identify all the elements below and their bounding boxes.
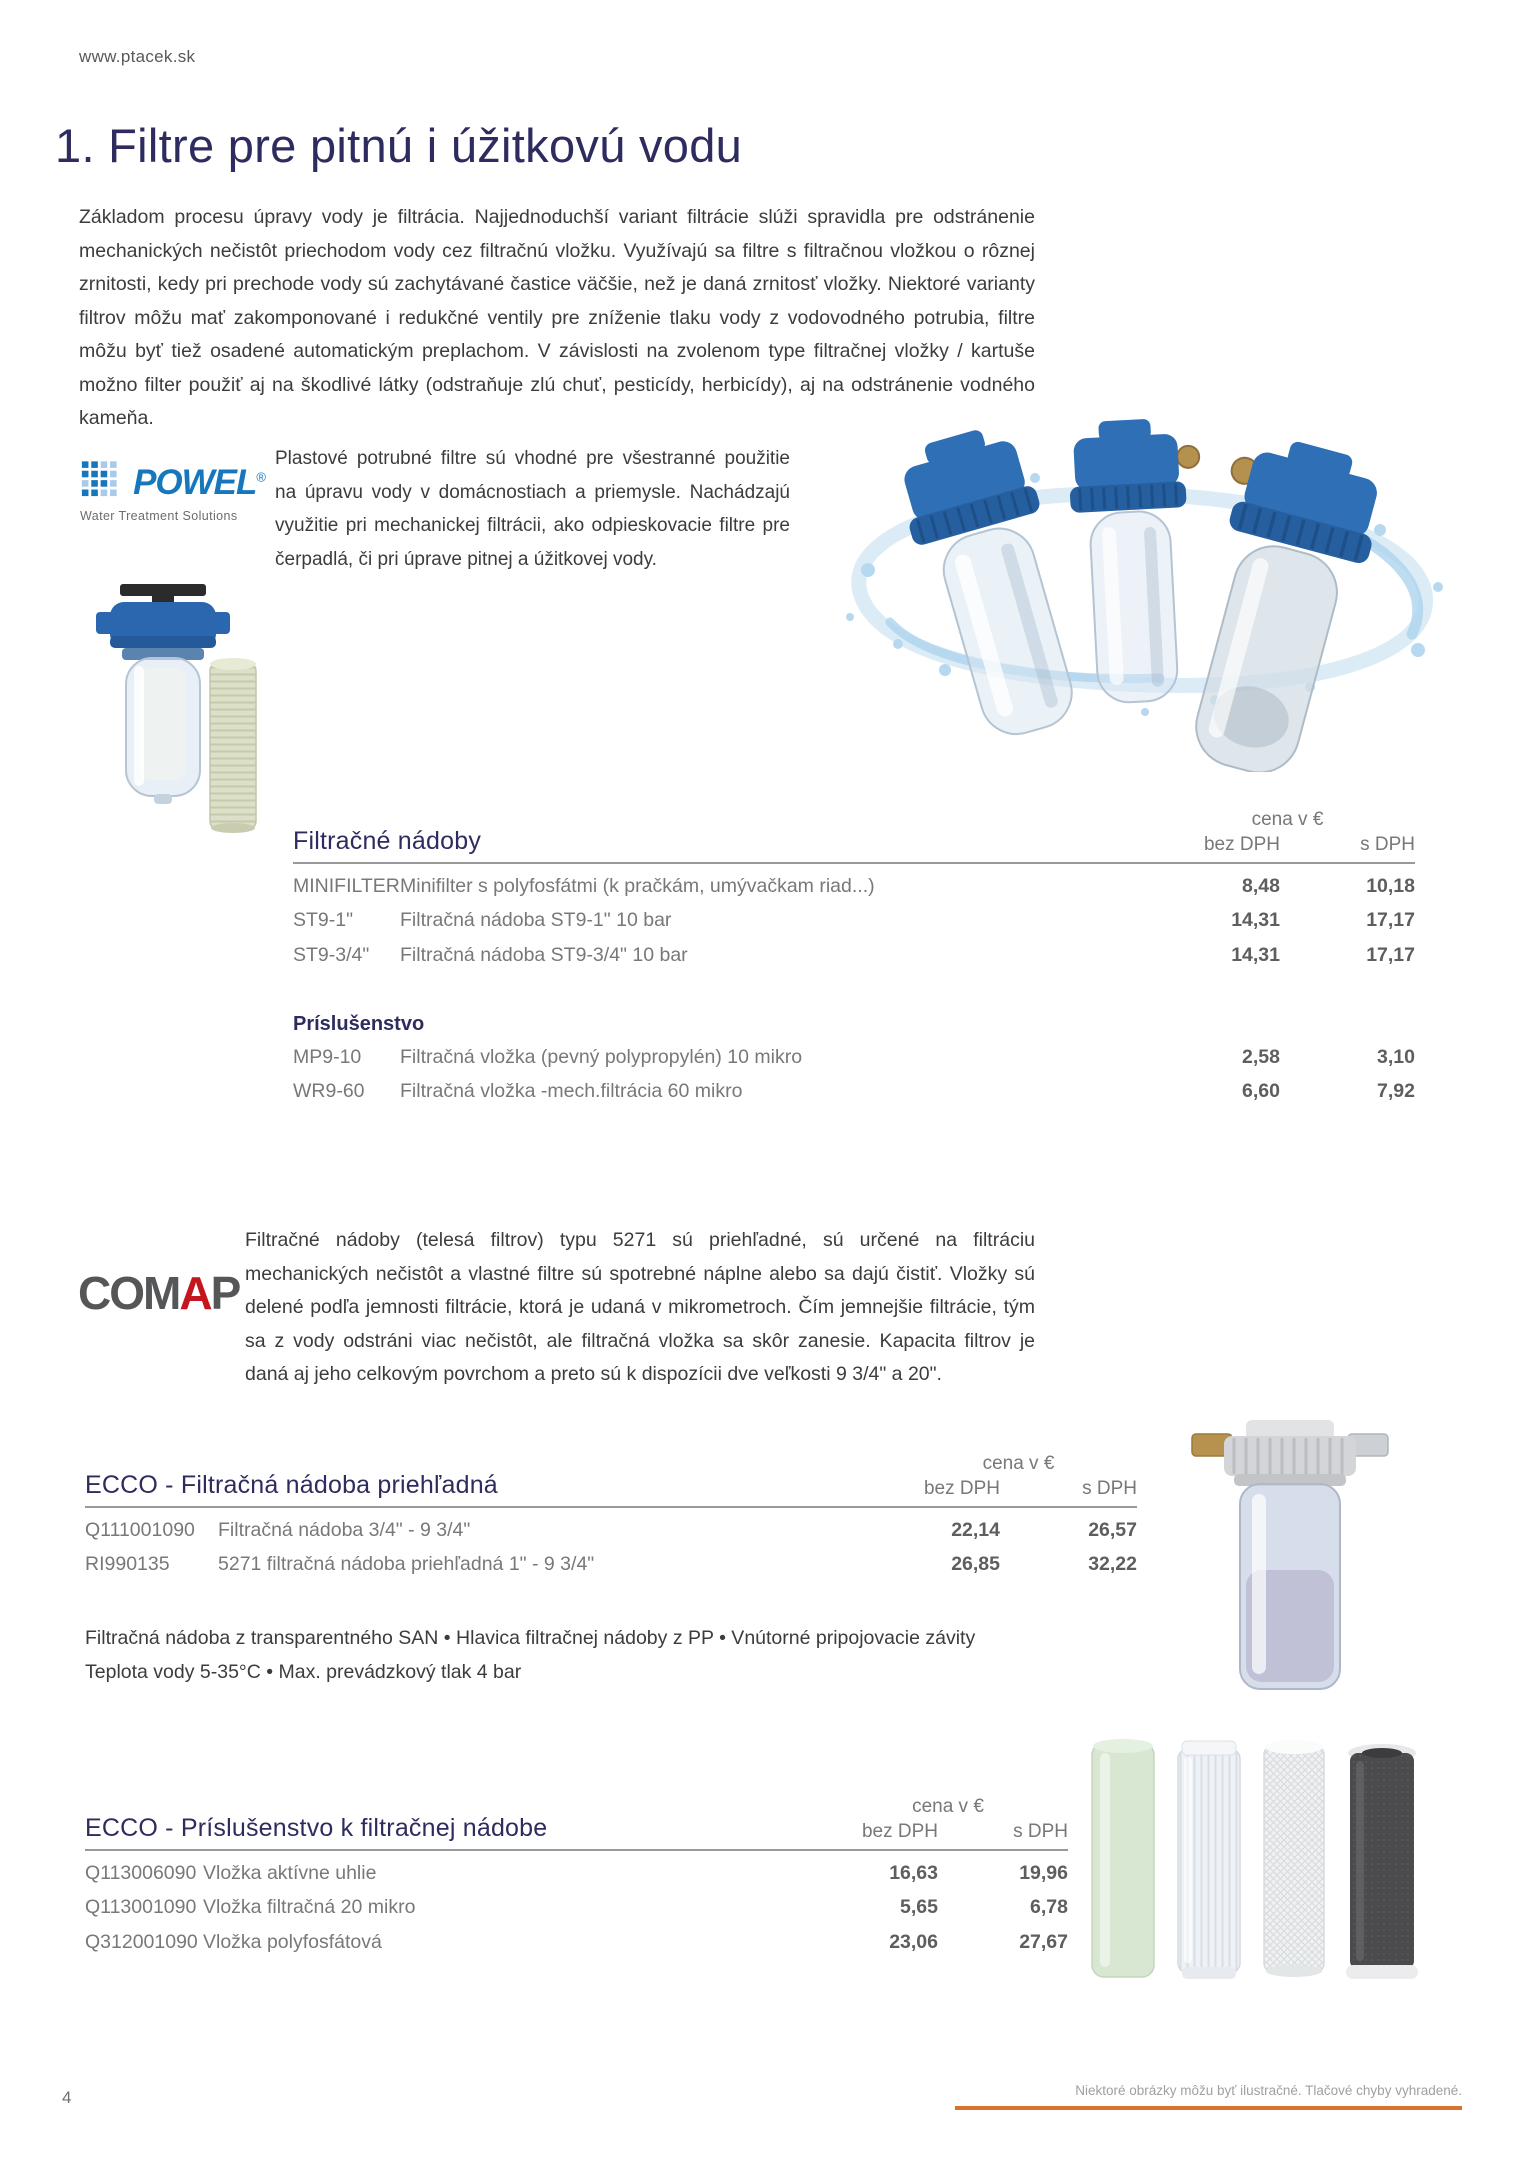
intro-paragraph: Základom procesu úpravy vody je filtrácia. Najjednoduchší variant filtrácie slúži spravidla pre odstránenie mechanických nečistôt priechodom vody cez filtračnú vložku. Využívajú sa filtre s filtračnou vložkou o rôznej zrnitosti, kedy pri prechode vody sú zachytávané častice väčšie, než je daná zrnitosť vložky. Niektoré varianty filtrov môžu mať zakomponované i redukčné ventily pre zníženie tlaku vody z vodovodného potrubia, filtre môžu byť tiež osadené automatickým preplachom. V závislosti na zvolenom type filtračnej vložky / kartuše možno filter použiť aj na škodlivé látky (odstraňuje zlú chuť, pesticídy, herbicídy), aj na odstránenie vodného kameňa. [79,206,1035,429]
powel-brand-text: POWEL [133,462,257,502]
filter-housing-middle [1066,416,1212,704]
table-row [85,1925,1068,1960]
table-row [293,869,1415,904]
price-s-dph: 32,22 [1088,1553,1137,1576]
page-title: 1. Filtre pre pitnú i úžitkovú vodu [55,119,743,172]
price-col-s-dph: s DPH [1013,1820,1068,1842]
filter-cartridge [210,658,256,833]
powel-dots-icon [80,458,125,506]
price-col-bez-dph: bez DPH [923,1477,1000,1499]
price-bez-dph: 5,65 [900,1896,938,1919]
price-bez-dph: 6,60 [1242,1080,1280,1103]
product-code: WR9-60 [293,1080,365,1103]
price-bez-dph: 23,06 [889,1930,938,1953]
price-s-dph: 6,78 [1030,1896,1068,1919]
price-bez-dph: 16,63 [889,1861,938,1884]
footer-note: Niektoré obrázky môžu byť ilustračné. Tlačové chyby vyhradené. [1075,2083,1462,2098]
price-s-dph: 10,18 [1366,874,1415,897]
cartridge-green [1092,1739,1154,1977]
price-col-s-dph: s DPH [1360,833,1415,855]
comap-paragraph: Filtračné nádoby (telesá filtrov) typu 5271 sú priehľadné, sú určené na filtráciu mechanických nečistôt a vlastné filtre sú spotrebné náplne alebo sa dajú čistiť. Vložky sú delené podľa jemnosti filtrácie, ktorá je udaná v mikrometroch. Čím jemnejšie filtrácie, tým sa z vody odstráni viac nečistôt, ale filtračná vložka sa skôr zanesie. Kapacita filtrov je daná aj jeho celkovým povrchom a preto sú k dispozícii dve veľkosti 9 3/4" a 20". [245,1229,1035,1385]
comap-logo-com: COM [78,1267,180,1319]
filter-housing-right [1157,427,1392,772]
price-header-currency: cena v € [912,1796,984,1817]
table-row [85,1856,1068,1891]
price-s-dph: 3,10 [1377,1045,1415,1068]
product-code: MINIFILTER [293,874,400,897]
price-header [900,1452,1137,1501]
product-desc: Filtračná nádoba 3/4" - 9 3/4" [218,1518,471,1541]
price-s-dph: 17,17 [1366,909,1415,932]
price-bez-dph: 8,48 [1242,874,1280,897]
filter-housing-left [888,418,1099,748]
price-col-s-dph: s DPH [1082,1477,1137,1499]
powel-logo [80,458,265,523]
hero-product-photo [790,382,1470,772]
product-desc: Vložka aktívne uhlie [203,1861,377,1884]
price-bez-dph: 14,31 [1231,909,1280,932]
product-code: Q111001090 [85,1518,195,1541]
price-s-dph: 26,57 [1088,1518,1137,1541]
table-ecco-prislusenstvo [85,1795,1068,1960]
price-s-dph: 7,92 [1377,1080,1415,1103]
cartridge-pleated [1178,1741,1240,1979]
cartridge-mesh [1264,1740,1324,1977]
cartridges-product-photo [1088,1735,1468,1985]
comap-logo [78,1267,240,1319]
minifilter-product-photo [82,582,262,847]
product-desc: Filtračná nádoba ST9-3/4" 10 bar [400,943,688,966]
price-s-dph: 27,67 [1019,1930,1068,1953]
table-row [293,1074,1415,1109]
product-code: Q113001090 [85,1896,197,1919]
product-desc: Minifilter s polyfosfátmi (k pračkám, umývačkam riad...) [400,874,875,897]
product-code: Q312001090 [85,1930,198,1953]
price-bez-dph: 2,58 [1242,1045,1280,1068]
product-code: ST9-3/4" [293,943,370,966]
table-filtracne-nadoby [293,808,1415,1109]
price-s-dph: 19,96 [1019,1861,1068,1884]
powel-paragraph: Plastové potrubné filtre sú vhodné pre všestranné použitie na úpravu vody v domácnostiach a priemysle. Nachádzajú využitie pri mechanickej filtrácii, ako odpieskovacie filtre pre čerpadlá, či pri úprave pitnej a úžitkovej vody. [275,448,790,570]
footer-accent-line [955,2106,1462,2110]
product-desc: Filtračná nádoba ST9-1" 10 bar [400,909,672,932]
table-row [293,1040,1415,1075]
table-title: ECCO - Príslušenstvo k filtračnej nádobe [85,1813,548,1842]
ecco-housing-product-photo [1190,1420,1390,1705]
table-row [293,904,1415,939]
product-desc: Filtračná vložka (pevný polypropylén) 10 mikro [400,1045,803,1068]
price-header-currency: cena v € [982,1453,1055,1474]
price-bez-dph: 14,31 [1231,943,1280,966]
product-desc: Filtračná vložka -mech.filtrácia 60 mikro [400,1080,743,1103]
table-row [85,1891,1068,1926]
price-header [828,1795,1068,1844]
subsection-title: Príslušenstvo [293,1012,425,1035]
comap-logo-p: P [210,1267,240,1319]
product-desc: Vložka filtračná 20 mikro [203,1896,416,1919]
price-bez-dph: 26,85 [951,1553,1000,1576]
product-code: Q113006090 [85,1861,197,1884]
table-row [293,938,1415,973]
price-col-bez-dph: bez DPH [1203,833,1280,855]
price-bez-dph: 22,14 [951,1518,1000,1541]
product-code: RI990135 [85,1553,170,1576]
table-title: Filtračné nádoby [293,826,482,855]
page-number: 4 [62,2088,72,2107]
price-header-currency: cena v € [1251,809,1324,830]
product-code: ST9-1" [293,909,354,932]
table-title: ECCO - Filtračná nádoba priehľadná [85,1470,498,1499]
price-col-bez-dph: bez DPH [861,1820,938,1842]
table-ecco-nadoba [85,1452,1137,1582]
powel-reg-mark: ® [256,468,265,484]
product-code: MP9-10 [293,1045,362,1068]
site-url: www.ptacek.sk [79,47,196,66]
price-header [1160,808,1415,857]
powel-tagline: Water Treatment Solutions [80,509,238,523]
product-desc: Vložka polyfosfátová [203,1930,382,1953]
table-row [85,1513,1137,1548]
price-s-dph: 17,17 [1366,943,1415,966]
comap-logo-a: A [179,1267,211,1319]
cartridge-carbon [1346,1744,1418,1979]
table-row [85,1548,1137,1583]
product-desc: 5271 filtračná nádoba priehľadná 1" - 9 3/4" [218,1553,595,1576]
ecco-spec-note: Filtračná nádoba z transparentného SAN • Hlavica filtračnej nádoby z PP • Vnútorné pripojovacie závity Teplota vody 5-35°C • Max. prevádzkový tlak 4 bar [85,1627,976,1683]
